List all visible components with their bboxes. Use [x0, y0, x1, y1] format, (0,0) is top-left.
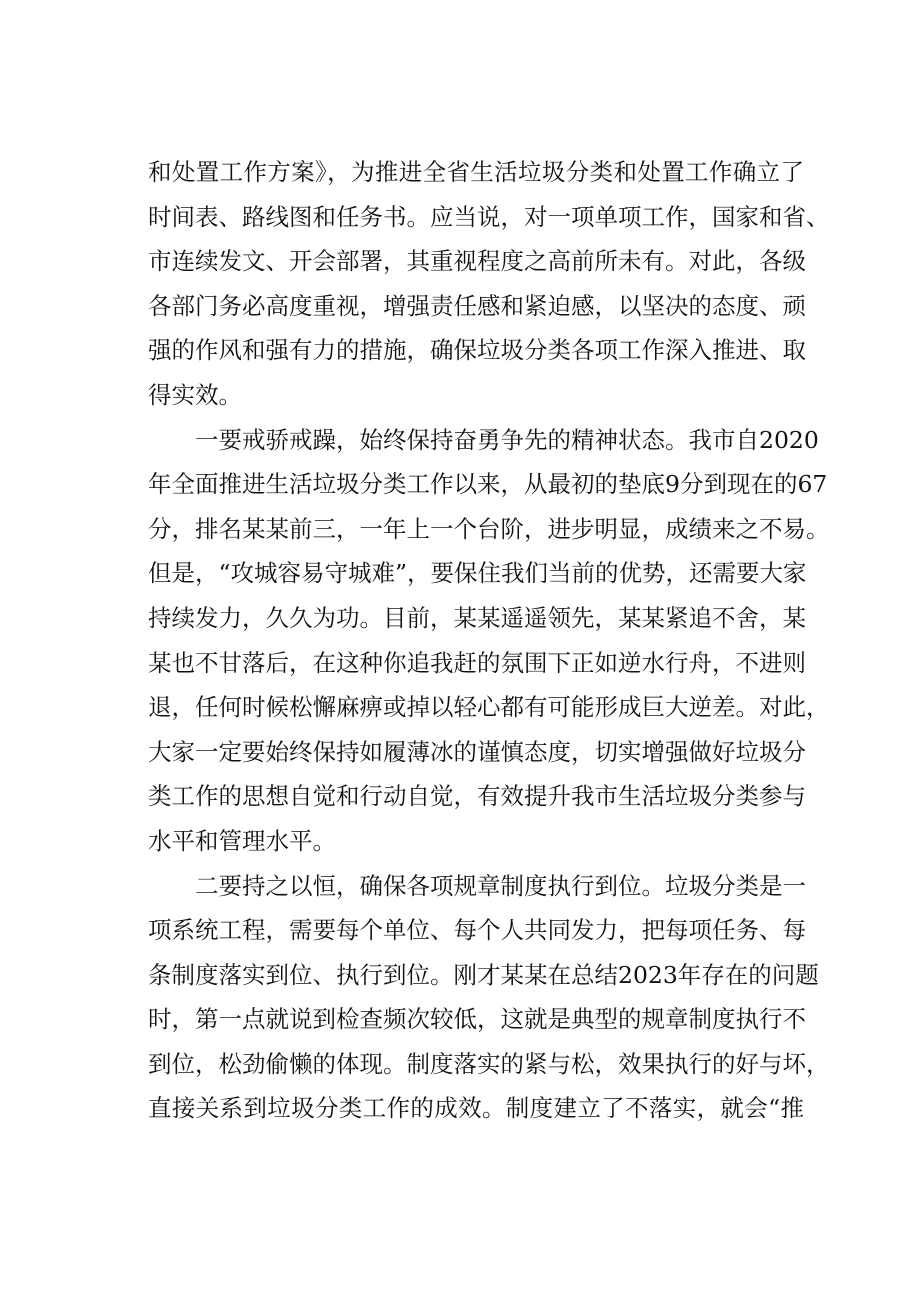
text-line: 某也不甘落后，在这种你追我赶的氛围下正如逆水行舟，不进则: [148, 648, 806, 677]
text-line: 一要戒骄戒躁，始终保持奋勇争先的精神状态。我市自2020: [195, 425, 819, 454]
text-line: 和处置工作方案》，为推进全省生活垃圾分类和处置工作确立了: [148, 158, 804, 186]
text-line: 到位，松劲偷懒的体现。制度落实的紧与松，效果执行的好与坏，: [148, 1049, 830, 1078]
text-line: 得实效。: [148, 380, 242, 409]
text-line: 类工作的思想自觉和行动自觉，有效提升我市生活垃圾分类参与: [148, 782, 806, 811]
text-line: 分，排名某某前三，一年上一个台阶，进步明显，成绩来之不易。: [148, 514, 830, 543]
paragraph-2: [148, 418, 830, 864]
text-line: 条制度落实到位、执行到位。刚才某某在总结2023年存在的问题: [148, 960, 819, 989]
text-line: 持续发力，久久为功。目前，某某遥遥领先，某某紧追不舍，某: [148, 603, 806, 632]
text-line: 年全面推进生活垃圾分类工作以来，从最初的垫底9分到现在的67: [148, 470, 828, 499]
text-line: 时，第一点就说到检查频次较低，这就是典型的规章制度执行不: [148, 1005, 806, 1034]
text-line: 水平和管理水平。: [148, 826, 336, 855]
text-line: 大家一定要始终保持如履薄冰的谨慎态度，切实增强做好垃圾分: [148, 737, 806, 766]
text-line: 项系统工程，需要每个单位、每个人共同发力，把每项任务、每: [148, 916, 806, 945]
text-line: 二要持之以恒，确保各项规章制度执行到位。垃圾分类是一: [195, 871, 806, 900]
text-line: 各部门务必高度重视，增强责任感和紧迫感，以坚决的态度、顽: [148, 291, 806, 320]
text-line: 直接关系到垃圾分类工作的成效。制度建立了不落实，就会“推: [148, 1094, 804, 1123]
paragraph-3: [148, 864, 830, 1132]
text-line: 退，任何时候松懈麻痹或掉以轻心都有可能形成巨大逆差。对此，: [148, 693, 830, 722]
document-page: [148, 150, 830, 1131]
paragraph-1: [148, 150, 830, 418]
text-line: 强的作风和强有力的措施，确保垃圾分类各项工作深入推进、取: [148, 336, 806, 365]
text-line: 但是，“攻城容易守城难”，要保住我们当前的优势，还需要大家: [148, 559, 807, 588]
text-line: 时间表、路线图和任务书。应当说，对一项单项工作，国家和省、: [148, 202, 830, 231]
text-line: 市连续发文、开会部署，其重视程度之高前所未有。对此，各级: [148, 247, 806, 276]
